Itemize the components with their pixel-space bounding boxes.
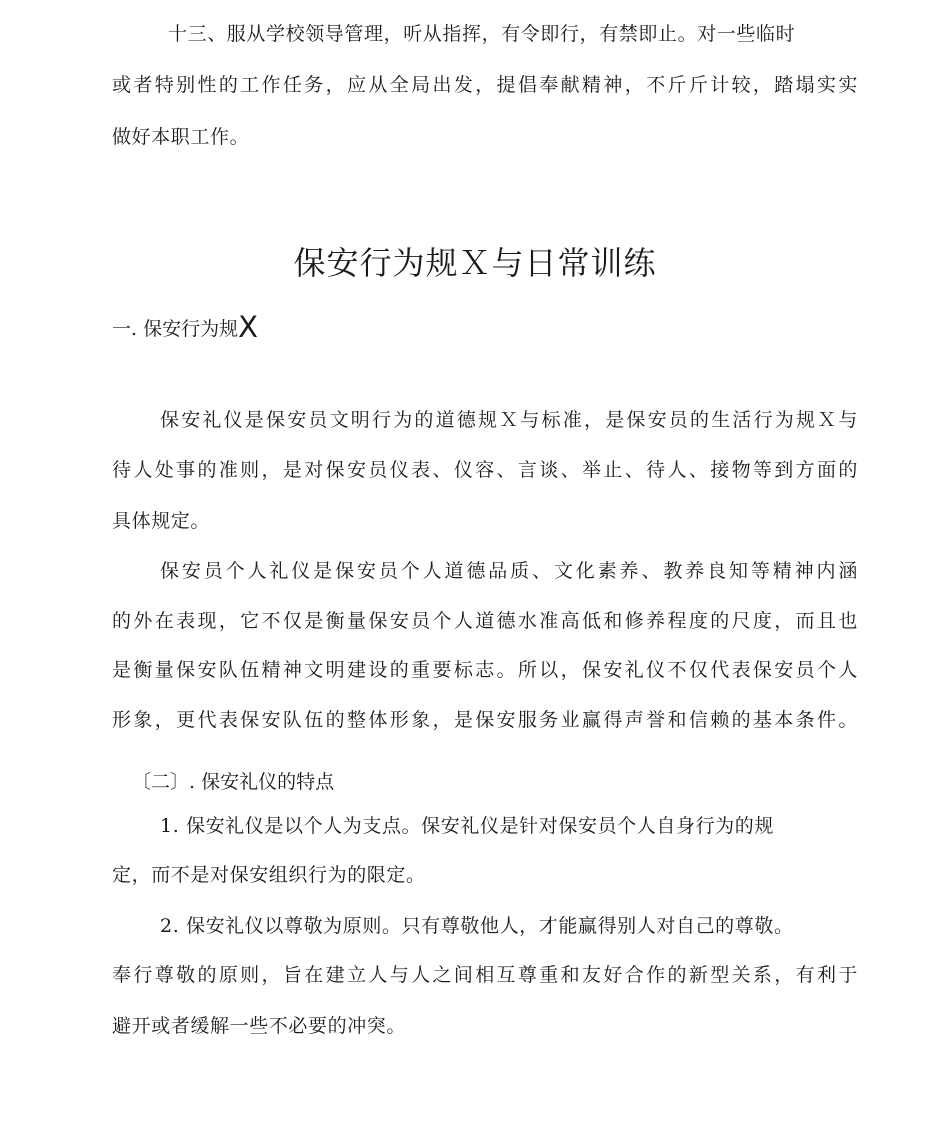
para-1-line-3: 具体规定。: [112, 510, 211, 532]
para-2-line-4: 形象，更代表保安队伍的整体形象，是保安服务业赢得声誉和信赖的基本条件。: [112, 709, 858, 731]
section-1-heading: [112, 310, 258, 346]
rule-13-line-3: 做好本职工作。: [112, 126, 250, 148]
rule-13-line-2: 或者特别性的工作任务，应从全局出发，提倡奉献精神，不斤斤计较，踏塌实实: [112, 74, 858, 96]
section-1-heading-x: X: [238, 310, 258, 344]
section-1-heading-text: 一. 保安行为规: [112, 318, 239, 340]
para-1-line-1: 保安礼仪是保安员文明行为的道德规Ｘ与标准，是保安员的生活行为规Ｘ与: [160, 409, 858, 431]
item-1-line-1: 1. 保安礼仪是以个人为支点。保安礼仪是针对保安员个人自身行为的规: [160, 815, 774, 837]
item-2-line-3: 避开或者缓解一些不必要的冲突。: [112, 1015, 407, 1037]
item-2-line-2: 奉行尊敬的原则，旨在建立人与人之间相互尊重和友好合作的新型关系，有利于: [112, 964, 858, 986]
para-1-line-2: 待人处事的准则，是对保安员仪表、仪容、言谈、举止、待人、接物等到方面的: [112, 459, 858, 481]
item-1-line-2: 定，而不是对保安组织行为的限定。: [112, 864, 426, 886]
para-2-line-2: 的外在表现，它不仅是衡量保安员个人道德水准高低和修养程度的尺度，而且也: [112, 610, 858, 632]
section-2-heading: 〔二〕. 保安礼仪的特点: [132, 771, 335, 793]
item-2-line-1: 2. 保安礼仪以尊敬为原则。只有尊敬他人，才能赢得别人对自己的尊敬。: [160, 915, 794, 937]
para-2-line-3: 是衡量保安队伍精神文明建设的重要标志。所以，保安礼仪不仅代表保安员个人: [112, 659, 858, 681]
para-2-line-1: 保安员个人礼仪是保安员个人道德品质、文化素养、教养良知等精神内涵: [160, 560, 858, 582]
rule-13-line-1: 十三、服从学校领导管理，听从指挥，有令即行，有禁即止。对一些临时: [168, 23, 796, 45]
document-title: 保安行为规Ｘ与日常训练: [293, 244, 657, 282]
